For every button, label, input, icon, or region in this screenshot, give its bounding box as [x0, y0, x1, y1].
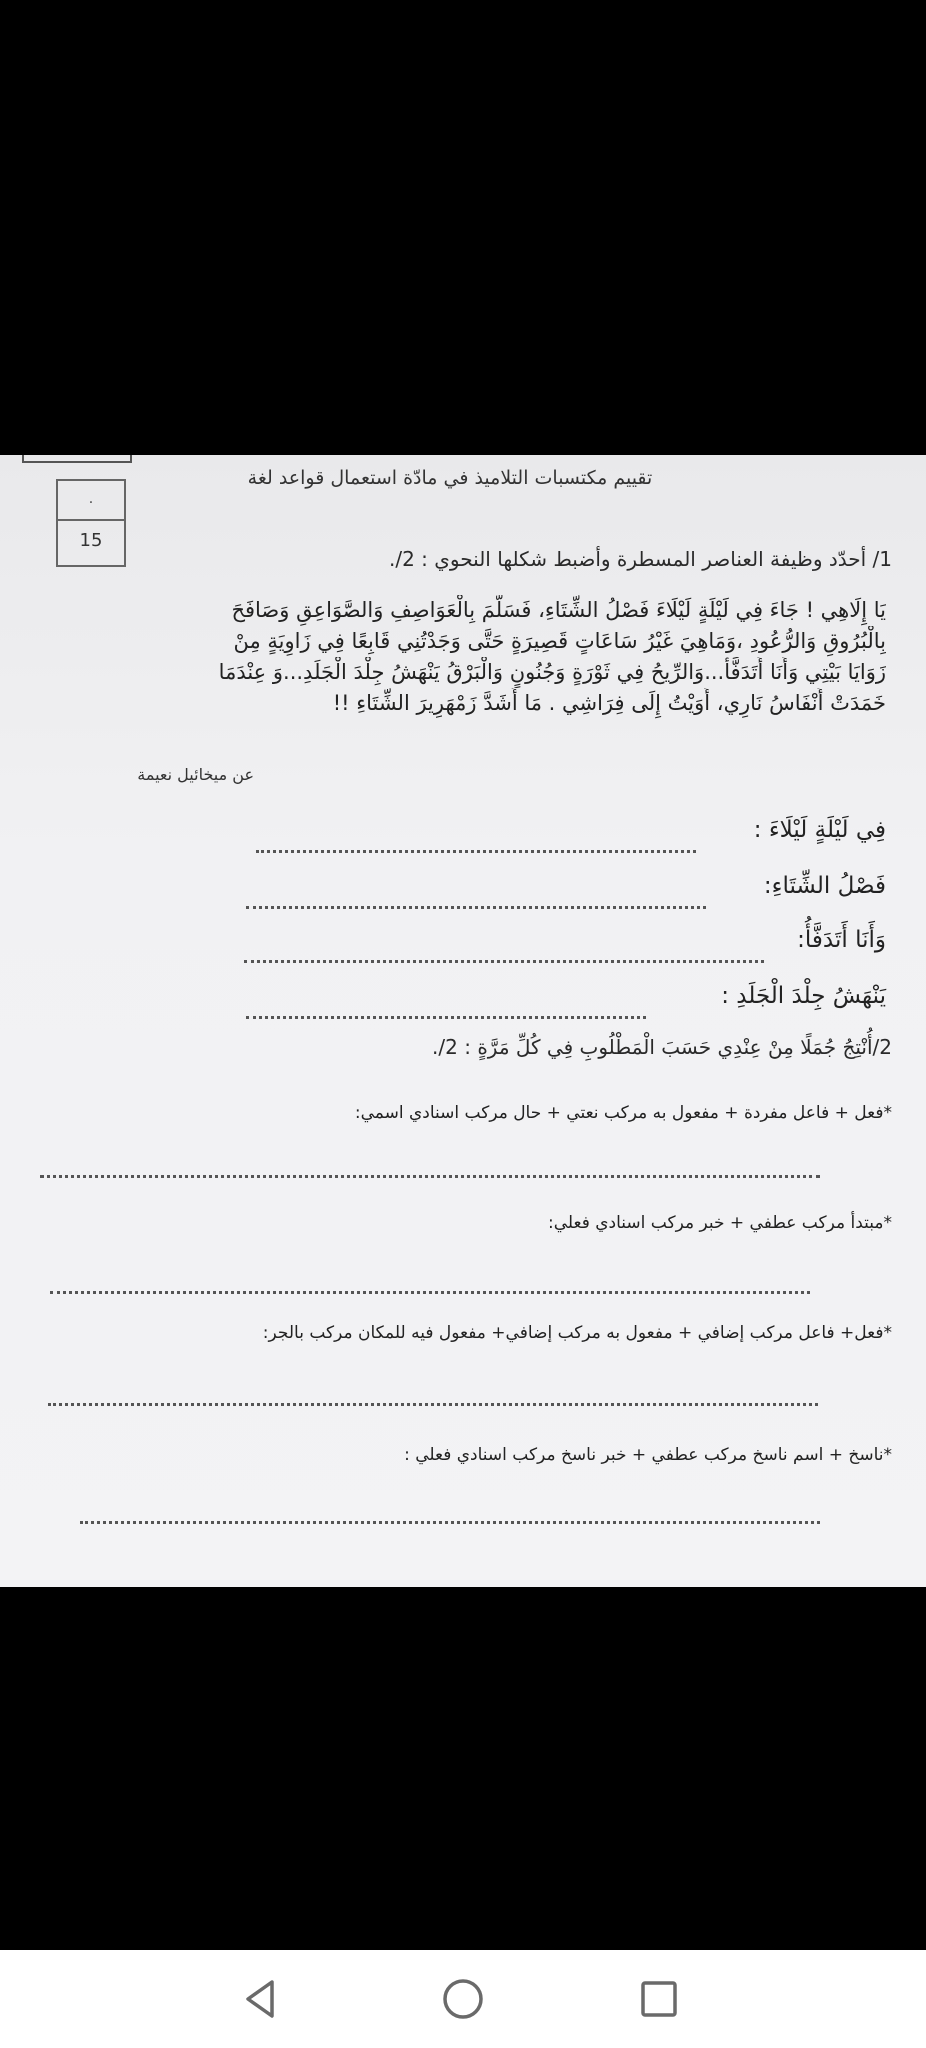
answer-dotted-line: [40, 1175, 820, 1178]
task-instruction: *فعل+ فاعل مركب إضافي + مفعول به مركب إضافي+ مفعول فيه للمكان مركب بالجر:: [262, 1323, 892, 1343]
task-instruction: *مبتدأ مركب عطفي + خبر مركب اسنادي فعلي:: [547, 1213, 892, 1233]
score-box: [56, 479, 126, 567]
task-instruction: *ناسخ + اسم ناسخ مركب عطفي + خبر ناسخ مركب اسنادي فعلي :: [404, 1445, 892, 1465]
analysis-item-label: يَنْهَشُ جِلْدَ الْجَلَدِ :: [721, 983, 886, 1009]
analysis-item-label: فِي لَيْلَةٍ لَيْلَاءَ :: [753, 817, 886, 843]
answer-dotted-line: [50, 1291, 810, 1294]
home-button[interactable]: [438, 1974, 488, 2024]
passage-line: زَوَايَا بَيْتِي وَأَنَا أَتَدَفَّأُ...وَالرِّيحُ فِي ثَوْرَةٍ وَجُنُونٍ وَالْبَرْقُ يَنْهَشُ جِلْدَ الْجَلَدِ...وَ عِنْدَمَا: [218, 660, 886, 684]
system-navigation-bar: [0, 1950, 926, 2048]
passage-line: بِالْبُرُوقِ وَالرُّعُودِ ،وَمَاهِيَ غَيْرُ سَاعَاتٍ قَصِيرَةٍ حَتَّى وَجَدْتُنِي قَابِعًا فِي زَاوِيَةٍ مِنْ: [233, 629, 886, 653]
passage-line: خَمَدَتْ أَنْفَاسُ نَارِي، أَوَيْتُ إِلَى فِرَاشِي . مَا أَشَدَّ زَمْهَرِيرَ الشِّتَاءِ !!: [332, 691, 886, 715]
passage-line: يَا إِلَاهِي ! جَاءَ فِي لَيْلَةٍ لَيْلَاءَ فَصْلُ الشِّتَاءِ، فَسَلَّمَ بِالْعَوَاصِفِ وَالصَّوَاعِقِ وَصَافَحَ: [231, 598, 886, 622]
back-button[interactable]: [236, 1974, 286, 2024]
passage: [46, 595, 886, 719]
answer-dotted-line: [256, 850, 696, 853]
exam-paper-photo: [0, 455, 926, 1587]
analysis-item: [66, 983, 886, 1023]
analysis-item: [66, 873, 886, 913]
analysis-item: [66, 817, 886, 857]
answer-dotted-line: [80, 1521, 820, 1524]
paper-top-box-edge: [22, 455, 132, 463]
task-instruction: *فعل + فاعل مفردة + مفعول به مركب نعتي + حال مركب اسنادي اسمي:: [354, 1103, 892, 1123]
answer-dotted-line: [246, 906, 706, 909]
analysis-item: [66, 927, 886, 967]
answer-dotted-line: [246, 1016, 646, 1019]
answer-dotted-line: [244, 960, 764, 963]
score-box-top: .: [58, 481, 124, 521]
recent-square-icon: [634, 1974, 684, 2024]
back-triangle-icon: [236, 1974, 286, 2024]
home-circle-icon: [438, 1974, 488, 2024]
recent-apps-button[interactable]: [634, 1974, 684, 2024]
analysis-item-label: وَأَنَا أَتَدَفَّأُ:: [797, 927, 886, 953]
analysis-item-label: فَصْلُ الشِّتَاءِ:: [763, 873, 886, 899]
question-2-title: 2/أُنْتِجُ جُمَلًا مِنْ عِنْدِي حَسَبَ الْمَطْلُوبِ فِي كُلِّ مَرَّةٍ : 2/.: [432, 1035, 892, 1059]
answer-dotted-line: [48, 1403, 818, 1406]
question-1-title: 1/ أحدّد وظيفة العناصر المسطرة وأضبط شكلها النحوي : 2/.: [388, 547, 892, 571]
score-box-total: 15: [79, 530, 103, 551]
passage-source: عن ميخائيل نعيمة: [137, 765, 254, 784]
exam-header: تقييم مكتسبات التلاميذ في مادّة استعمال قواعد لغة: [247, 467, 653, 489]
